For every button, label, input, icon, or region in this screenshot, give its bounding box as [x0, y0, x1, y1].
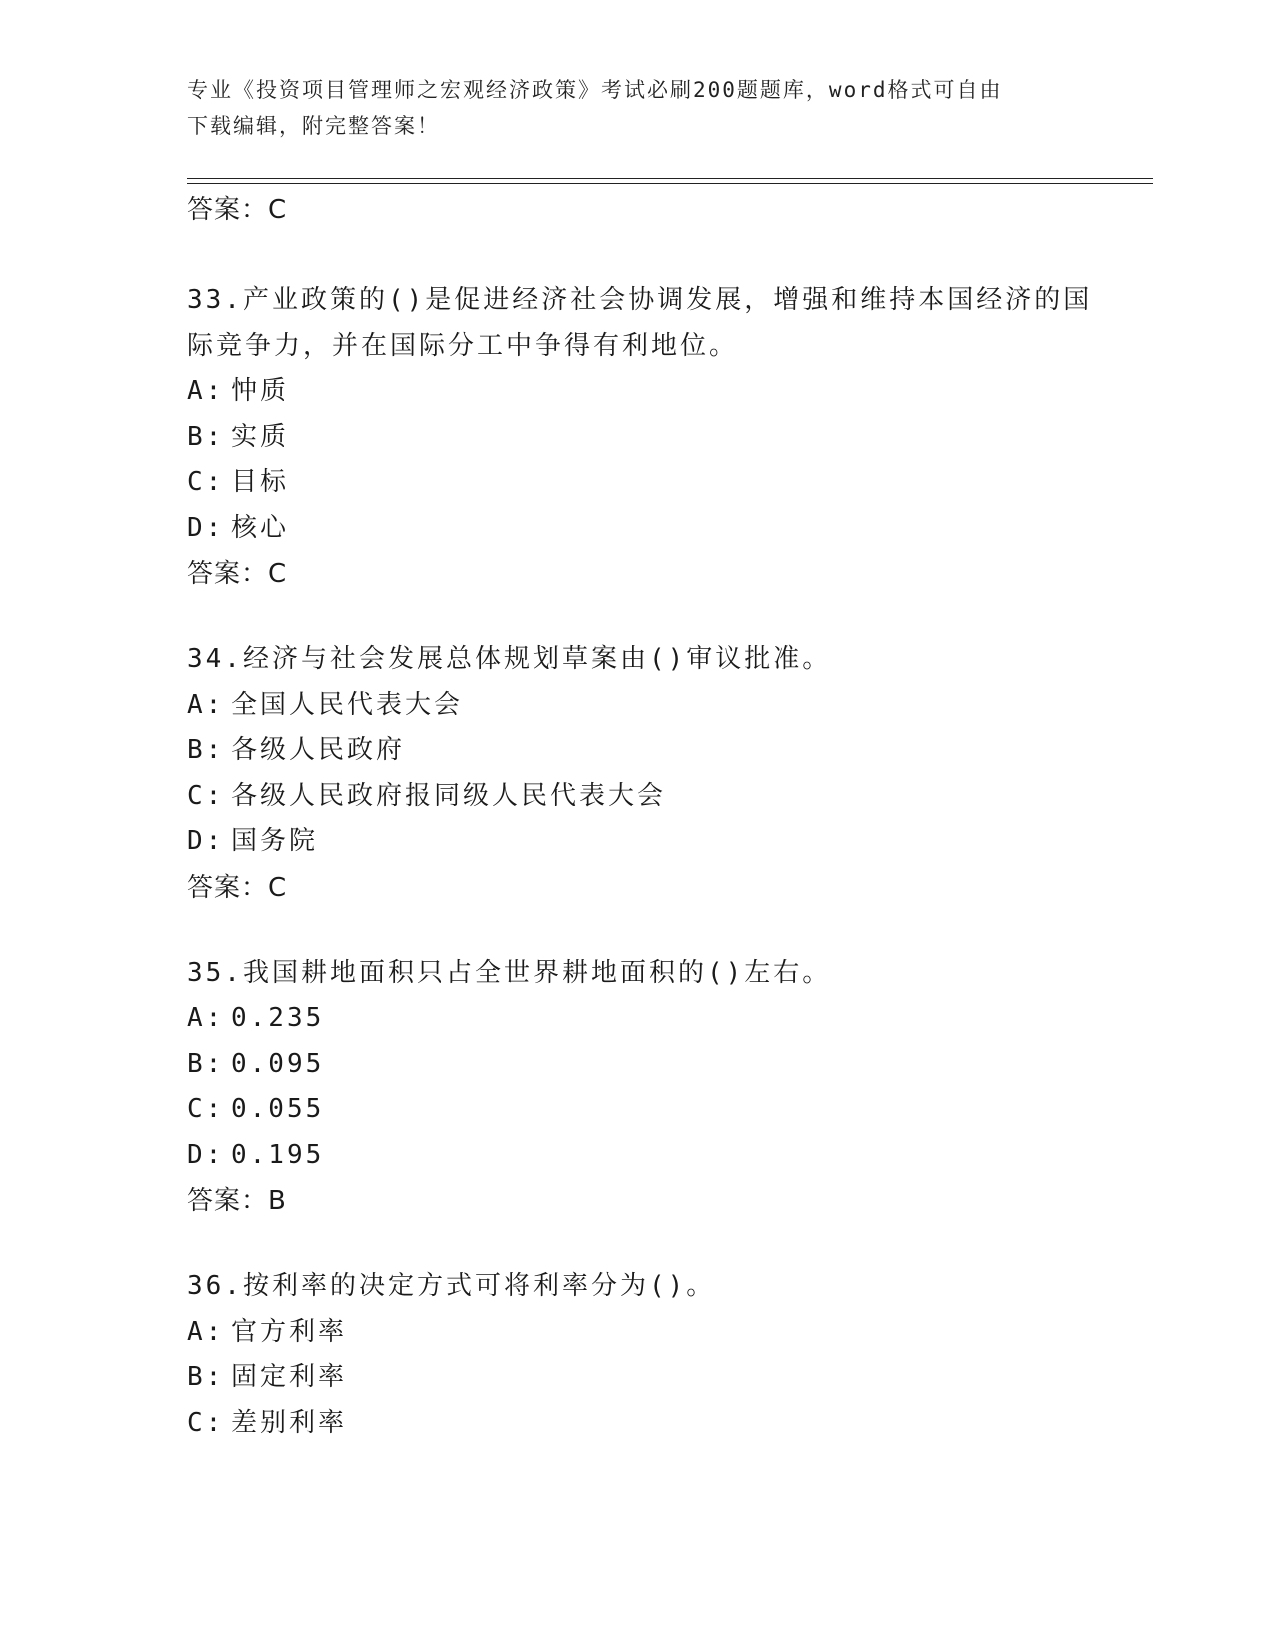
option-row [187, 1133, 1107, 1179]
header-line: 专业《投资项目管理师之宏观经济政策》考试必刷200题题库，word格式可自由 [187, 78, 1003, 102]
option-row [187, 415, 1107, 461]
question-spacer [187, 233, 1107, 278]
option-row [187, 1042, 1107, 1088]
option-row [187, 683, 1107, 729]
question-stem: 际竞争力，并在国际分工中争得有利地位。 [187, 330, 739, 361]
option-row [187, 1310, 1107, 1356]
option-row [187, 819, 1107, 865]
option-letter: C: [187, 467, 225, 497]
question-stem: 34.经济与社会发展总体规划草案由()审议批准。 [187, 644, 832, 674]
option-letter: C: [187, 1407, 225, 1438]
option-text: 忡质 [231, 376, 290, 406]
document-header [187, 72, 1087, 144]
option-letter: C: [187, 1094, 225, 1124]
question-spacer [187, 911, 1107, 951]
option-letter: A: [187, 689, 225, 720]
answer-line: 答案：C [187, 872, 288, 903]
option-row [187, 506, 1107, 552]
option-row [187, 460, 1107, 506]
option-text: 各级人民政府报同级人民代表大会 [231, 780, 667, 811]
option-letter: C: [187, 780, 225, 811]
option-row [187, 1355, 1107, 1401]
option-letter: D: [187, 826, 225, 856]
option-letter: A: [187, 376, 225, 406]
option-row [187, 996, 1107, 1042]
option-text: 差别利率 [231, 1407, 348, 1438]
header-divider [187, 183, 1153, 184]
question-block [187, 637, 1107, 911]
option-row [187, 728, 1107, 774]
option-text: 官方利率 [231, 1316, 348, 1347]
option-text: 全国人民代表大会 [231, 689, 464, 720]
option-row [187, 774, 1107, 820]
option-text: 0.195 [231, 1139, 325, 1170]
option-letter: D: [187, 1139, 225, 1170]
option-text: 0.095 [231, 1048, 325, 1079]
option-text: 固定利率 [231, 1362, 348, 1392]
question-stem: 35.我国耕地面积只占全世界耕地面积的()左右。 [187, 957, 832, 988]
option-letter: B: [187, 421, 225, 452]
option-text: 0.235 [231, 1003, 325, 1033]
option-text: 核心 [231, 512, 290, 543]
option-row [187, 1087, 1107, 1133]
option-text: 国务院 [231, 826, 319, 856]
option-text: 实质 [231, 421, 290, 452]
option-letter: D: [187, 512, 225, 543]
answer-line: 答案：C [187, 559, 288, 589]
header-divider [187, 178, 1153, 179]
question-stem: 36.按利率的决定方式可将利率分为()。 [187, 1271, 716, 1301]
option-letter: B: [187, 1362, 225, 1392]
option-row [187, 1401, 1107, 1447]
header-line: 下载编辑，附完整答案！ [187, 114, 440, 138]
question-block [187, 278, 1107, 597]
option-letter: B: [187, 735, 225, 765]
question-spacer [187, 597, 1107, 637]
question-block [187, 1264, 1107, 1446]
option-text: 各级人民政府 [231, 735, 406, 765]
option-text: 0.055 [231, 1094, 325, 1124]
question-list [187, 187, 1107, 1446]
question-stem: 33.产业政策的()是促进经济社会协调发展，增强和维持本国经济的国 [187, 285, 1093, 315]
answer-line: 答案：B [187, 1186, 287, 1216]
option-letter: A: [187, 1316, 225, 1347]
option-letter: B: [187, 1048, 225, 1079]
question-spacer [187, 1224, 1107, 1264]
option-letter: A: [187, 1003, 225, 1033]
option-text: 目标 [231, 467, 290, 497]
answer-line: 答案：C [187, 195, 288, 225]
question-block [187, 951, 1107, 1225]
option-row [187, 369, 1107, 415]
